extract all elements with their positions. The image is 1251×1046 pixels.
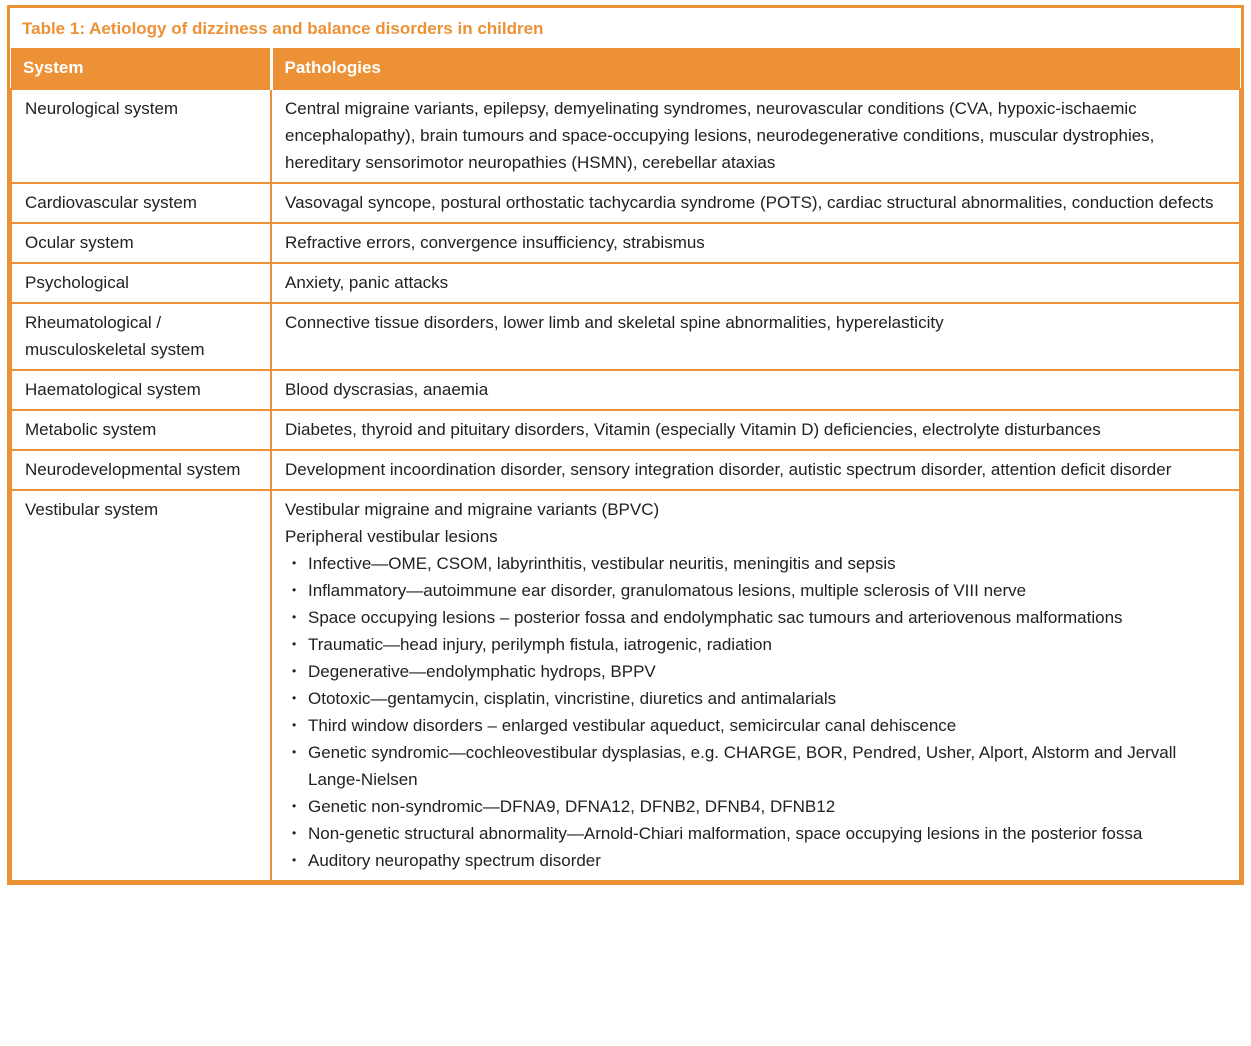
- bullet-item: • Infective—OME, CSOM, labyrinthitis, vestibular neuritis, meningitis and sepsis: [285, 550, 1227, 577]
- system-cell: Rheumatological / musculoskeletal system: [11, 303, 271, 370]
- table-header: [11, 48, 1240, 89]
- pathologies-cell: Blood dyscrasias, anaemia: [271, 370, 1240, 410]
- table-body: [11, 89, 1240, 881]
- column-header-pathologies: Pathologies: [271, 48, 1240, 89]
- table-row-cardiovascular: [11, 183, 1240, 223]
- bullet-item: • Non-genetic structural abnormality—Arnold-Chiari malformation, space occupying lesions in the posterior fossa: [285, 820, 1227, 847]
- table-frame: [7, 5, 1244, 885]
- system-cell: Cardiovascular system: [11, 183, 271, 223]
- system-cell: Neurological system: [11, 89, 271, 183]
- bullet-item: • Degenerative—endolymphatic hydrops, BPPV: [285, 658, 1227, 685]
- bullet-item: • Auditory neuropathy spectrum disorder: [285, 847, 1227, 874]
- table-row-neurodevelopmental: [11, 450, 1240, 490]
- bullet-item: • Ototoxic—gentamycin, cisplatin, vincristine, diuretics and antimalarials: [285, 685, 1227, 712]
- pathologies-cell: Vasovagal syncope, postural orthostatic tachycardia syndrome (POTS), cardiac structural abnormalities, conduction defects: [271, 183, 1240, 223]
- system-cell: Haematological system: [11, 370, 271, 410]
- table-row-vestibular: [11, 490, 1240, 881]
- table-caption: Table 1: Aetiology of dizziness and balance disorders in children: [10, 8, 1241, 48]
- bullet-item: • Genetic non-syndromic—DFNA9, DFNA12, DFNB2, DFNB4, DFNB12: [285, 793, 1227, 820]
- table-row-haematological: [11, 370, 1240, 410]
- table-row-psychological: [11, 263, 1240, 303]
- bullet-item: • Space occupying lesions – posterior fossa and endolymphatic sac tumours and arteriovenous malformations: [285, 604, 1227, 631]
- table-row-ocular: [11, 223, 1240, 263]
- system-cell: Neurodevelopmental system: [11, 450, 271, 490]
- column-header-system: System: [11, 48, 271, 89]
- system-cell: Vestibular system: [11, 490, 271, 881]
- table-row-metabolic: [11, 410, 1240, 450]
- pathologies-cell: Refractive errors, convergence insufficiency, strabismus: [271, 223, 1240, 263]
- bullet-item: • Inflammatory—autoimmune ear disorder, granulomatous lesions, multiple sclerosis of VIII nerve: [285, 577, 1227, 604]
- aetiology-table-figure: [7, 5, 1244, 885]
- system-cell: Psychological: [11, 263, 271, 303]
- pathologies-cell: Diabetes, thyroid and pituitary disorders, Vitamin (especially Vitamin D) deficiencies, electrolyte disturbances: [271, 410, 1240, 450]
- pathologies-cell: Anxiety, panic attacks: [271, 263, 1240, 303]
- pathologies-cell: Connective tissue disorders, lower limb and skeletal spine abnormalities, hyperelasticity: [271, 303, 1240, 370]
- vestibular-intro-line: Vestibular migraine and migraine variants (BPVC): [285, 500, 660, 519]
- table-row-rheumatological: [11, 303, 1240, 370]
- header-row: [11, 48, 1240, 89]
- pathologies-cell: [271, 490, 1240, 881]
- system-cell: Ocular system: [11, 223, 271, 263]
- vestibular-intro-line: Peripheral vestibular lesions: [285, 527, 498, 546]
- system-cell: Metabolic system: [11, 410, 271, 450]
- table-row-neurological: [11, 89, 1240, 183]
- bullet-item: • Traumatic—head injury, perilymph fistula, iatrogenic, radiation: [285, 631, 1227, 658]
- bullet-item: • Third window disorders – enlarged vestibular aqueduct, semicircular canal dehiscence: [285, 712, 1227, 739]
- pathologies-cell: Development incoordination disorder, sensory integration disorder, autistic spectrum disorder, attention deficit disorder: [271, 450, 1240, 490]
- bullet-item: • Genetic syndromic—cochleovestibular dysplasias, e.g. CHARGE, BOR, Pendred, Usher, Alport, Alstorm and Jervall Lange-Nielsen: [285, 739, 1227, 793]
- pathologies-cell: Central migraine variants, epilepsy, demyelinating syndromes, neurovascular conditions (CVA, hypoxic-ischaemic encephalopathy), brain tumours and space-occupying lesions, neurodegenerative conditions, muscular dystrophies, hereditary sensorimotor neuropathies (HSMN), cerebellar ataxias: [271, 89, 1240, 183]
- aetiology-table: [10, 48, 1241, 882]
- vestibular-bullet-list: [285, 550, 1227, 874]
